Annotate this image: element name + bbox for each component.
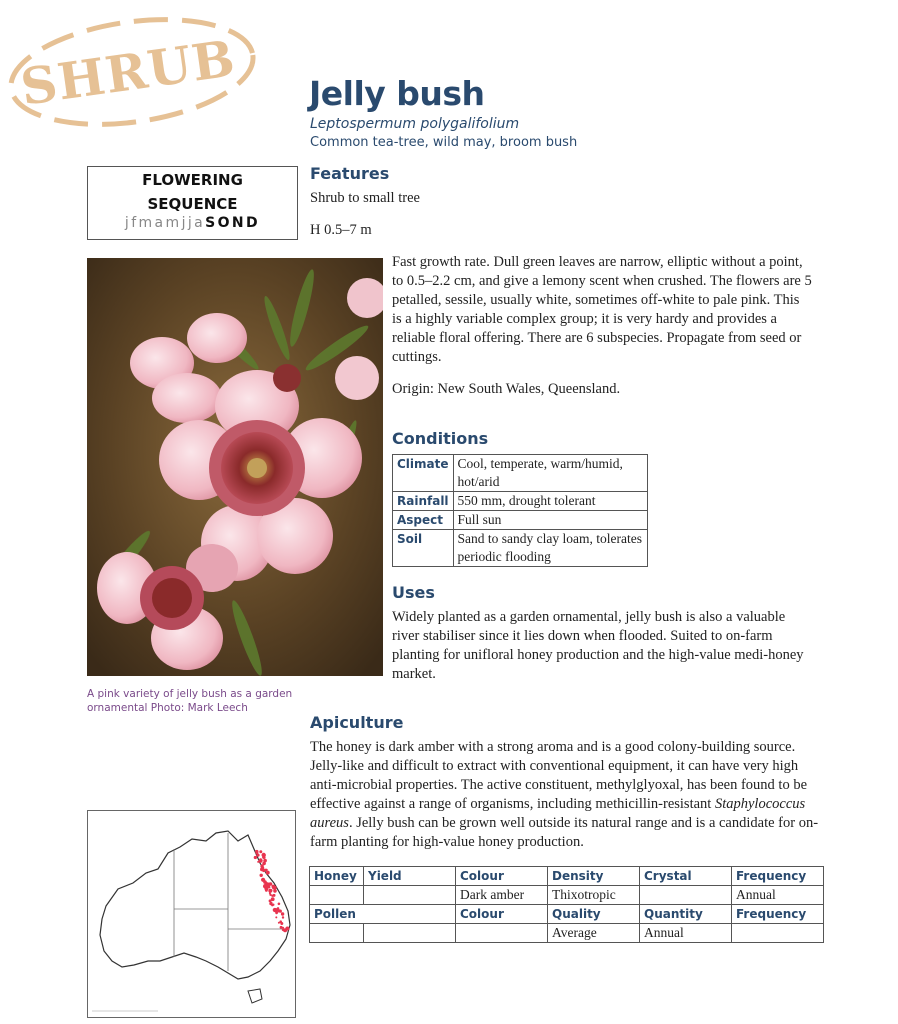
distribution-dot [277, 907, 280, 910]
honey-header-cell: Crystal [640, 867, 732, 886]
features-form: Shrub to small tree [310, 190, 420, 206]
distribution-dot [280, 926, 283, 929]
photo-caption: A pink variety of jelly bush as a garden ornamental Photo: Mark Leech [87, 688, 293, 714]
distribution-dot [275, 916, 277, 918]
apiculture-heading: Apiculture [310, 713, 404, 732]
honey-value-cell [364, 886, 456, 905]
distribution-dot [255, 856, 257, 858]
honey-header-cell: Colour [456, 867, 548, 886]
non-flowering-months: jfmamjja [124, 215, 206, 231]
conditions-row [393, 492, 648, 511]
distribution-dot [265, 889, 268, 892]
shrub-stamp [0, 0, 270, 140]
conditions-row [393, 511, 648, 530]
distribution-dot [282, 916, 284, 918]
uses-heading: Uses [392, 583, 435, 602]
distribution-dot [263, 884, 267, 888]
conditions-label: Soil [393, 530, 454, 567]
pollen-header-cell: Frequency [732, 905, 824, 924]
flowering-sequence-title-line2: SEQUENCE [147, 195, 238, 213]
distribution-dot [257, 861, 259, 863]
honey-value-cell [310, 886, 364, 905]
distribution-dot [266, 871, 270, 875]
pollen-value-cell [732, 924, 824, 943]
flowering-months [88, 215, 297, 231]
distribution-dots [254, 850, 290, 932]
pollen-value-cell: Average [548, 924, 640, 943]
honey-value-cell: Dark amber [456, 886, 548, 905]
features-height: H 0.5–7 m [310, 222, 372, 238]
features-heading: Features [310, 164, 390, 183]
distribution-map [87, 810, 296, 1018]
pollen-header-cell: Quality [548, 905, 640, 924]
distribution-dot [256, 854, 259, 857]
pollen-header-cell: Pollen [310, 905, 456, 924]
honey-value-cell: Thixotropic [548, 886, 640, 905]
distribution-dot [284, 929, 286, 931]
apiculture-text [310, 738, 825, 852]
honey-header-cell: Density [548, 867, 640, 886]
origin: Origin: New South Wales, Queensland. [392, 381, 621, 397]
conditions-table [392, 454, 648, 567]
honey-value-cell: Annual [732, 886, 824, 905]
distribution-dot [260, 868, 264, 872]
pollen-value-cell [364, 924, 456, 943]
conditions-heading: Conditions [392, 429, 489, 448]
flowering-months-active: SOND [205, 215, 261, 231]
distribution-dot [260, 874, 263, 877]
honey-values-row [310, 886, 824, 905]
distribution-dot [263, 859, 267, 863]
conditions-value: Full sun [453, 511, 647, 530]
australia-outline [100, 831, 290, 979]
conditions-row [393, 530, 648, 567]
honey-header-row [310, 867, 824, 886]
distribution-dot [269, 899, 272, 902]
distribution-dot [281, 912, 284, 915]
distribution-dot [278, 922, 280, 924]
honey-header-cell: Yield [364, 867, 456, 886]
pollen-header-cell: Quantity [640, 905, 732, 924]
apiculture-text-part2: . Jelly bush can be grown well outside its natural range and is a candidate for on-farm planting for high-value honey production. [310, 815, 819, 850]
pollen-header-cell: Colour [456, 905, 548, 924]
flowering-sequence-box [87, 166, 298, 240]
honey-value-cell [640, 886, 732, 905]
distribution-dot [263, 880, 267, 884]
distribution-dot [268, 889, 272, 893]
distribution-dot [272, 885, 276, 889]
honey-header-cell: Honey [310, 867, 364, 886]
stamp-label: SHRUB [17, 28, 240, 117]
distribution-dot [263, 856, 266, 859]
honey-header-cell: Frequency [732, 867, 824, 886]
distribution-dot [278, 903, 281, 906]
flowering-sequence-title-line1: FLOWERING [142, 171, 243, 189]
distribution-dot [282, 927, 284, 929]
pollen-header-row [310, 905, 824, 924]
apiculture-text-part1: The honey is dark amber with a strong aroma and is a good colony-building source. Jelly-like and difficult to extract with conventional equipment, it can have very high anti-microbial properties. The active constituent, methylglyoxal, has been found to be effective against a range of organisms, including methicillin-resistant [310, 739, 808, 812]
pollen-values-row [310, 924, 824, 943]
honey-pollen-table [309, 866, 824, 943]
pollen-value-cell [310, 924, 364, 943]
distribution-dot [273, 894, 276, 897]
conditions-value: 550 mm, drought tolerant [453, 492, 647, 511]
distribution-dot [269, 892, 271, 894]
conditions-value: Sand to sandy clay loam, tolerates periodic flooding [453, 530, 647, 567]
uses-text: Widely planted as a garden ornamental, jelly bush is also a valuable river stabiliser since it lies down when flooded. Suited to on-farm planting for unifloral honey production and the high-value medi-honey market. [392, 609, 804, 682]
jelly-bush-photo [87, 258, 383, 676]
page-title: Jelly bush [309, 74, 485, 113]
features-description: Fast growth rate. Dull green leaves are narrow, elliptic without a point, to 0.5–2.2 cm, and give a lemony scent when crushed. The flowers are 5 petalled, sessile, usually white, sometimes off-white to pale pink. This is a highly variable complex group; it is very hardy and provides a reliable floral offering. There are 6 subspecies. Propagate from seed or cuttings. [392, 254, 812, 365]
apiculture-species: Staphylococcus aureus [310, 796, 806, 831]
conditions-label: Aspect [393, 511, 454, 530]
conditions-label: Climate [393, 455, 454, 492]
distribution-dot [267, 883, 271, 887]
conditions-value: Cool, temperate, warm/humid, hot/arid [453, 455, 647, 492]
distribution-dot [259, 858, 262, 861]
pollen-value-cell: Annual [640, 924, 732, 943]
conditions-label: Rainfall [393, 492, 454, 511]
distribution-dot [280, 922, 283, 925]
scientific-name: Leptospermum polygalifolium [310, 116, 520, 132]
distribution-dot [271, 904, 273, 906]
common-names: Common tea-tree, wild may, broom bush [310, 135, 578, 150]
distribution-dot [259, 850, 262, 853]
distribution-dot [255, 850, 258, 853]
pollen-value-cell [456, 924, 548, 943]
conditions-row [393, 455, 648, 492]
distribution-dot [279, 910, 282, 913]
